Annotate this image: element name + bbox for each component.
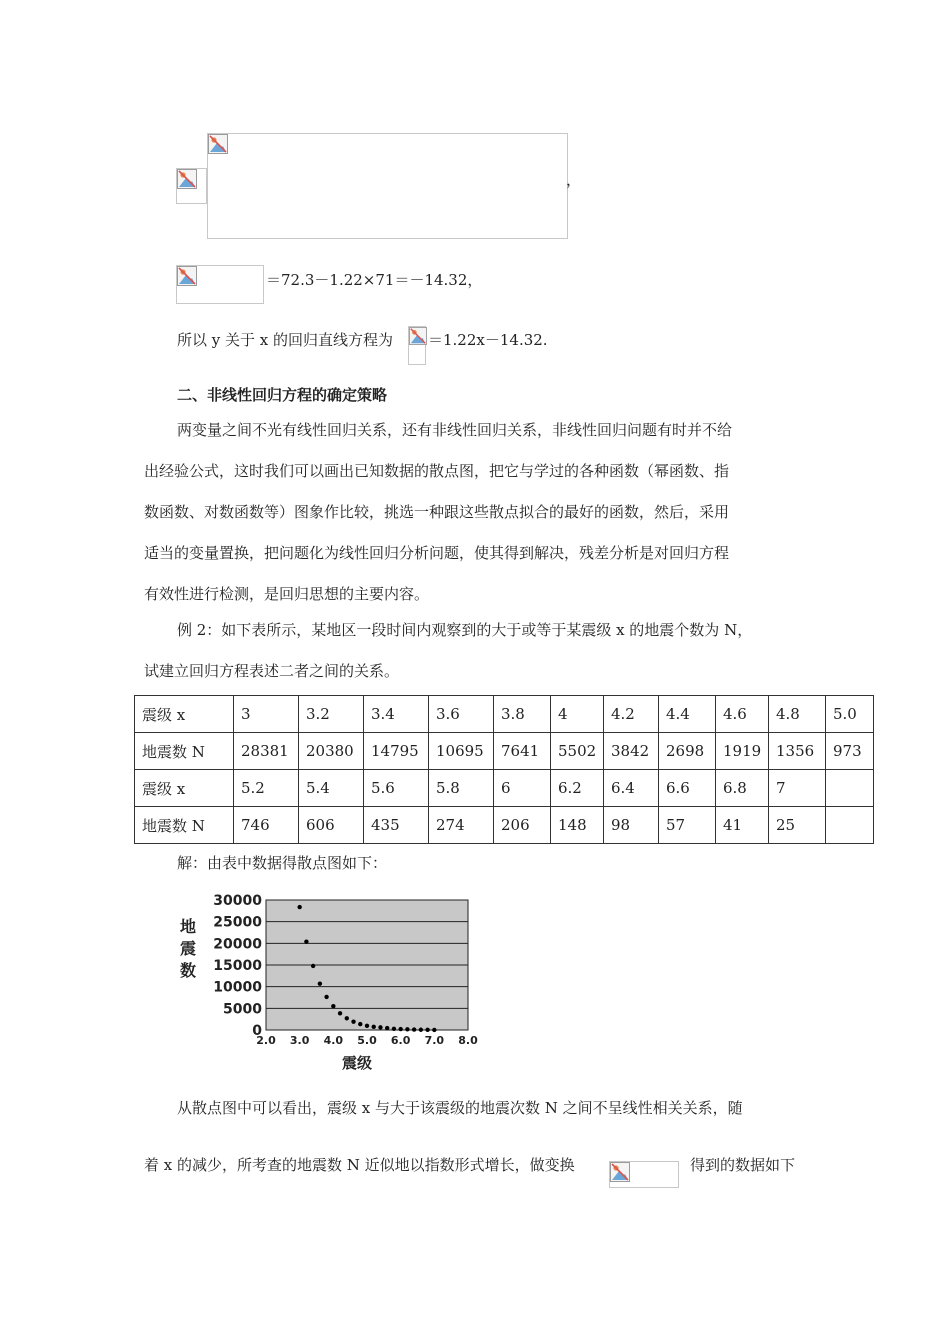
table-row-header-cell: 地震数 N: [135, 733, 234, 770]
table-cell: 7641: [494, 733, 551, 770]
table-cell: 606: [299, 807, 364, 844]
data-point: [324, 995, 328, 999]
data-point: [304, 939, 308, 943]
conclusion-line-3: 得到的数据如下: [690, 1156, 796, 1174]
x-tick-label: 4.0: [323, 1034, 344, 1047]
data-point: [331, 1004, 335, 1008]
x-tick-label: 8.0: [458, 1034, 478, 1047]
table-cell: 5.8: [429, 770, 494, 807]
data-point: [318, 981, 322, 985]
table-cell: 973: [826, 733, 874, 770]
table-cell: 57: [659, 807, 716, 844]
data-point: [358, 1022, 362, 1026]
table-cell: 1919: [716, 733, 769, 770]
table-cell: 5.6: [364, 770, 429, 807]
scatter-chart: [170, 886, 480, 1076]
table-cell: 6: [494, 770, 551, 807]
y-tick-label: 30000: [213, 893, 262, 909]
table-cell: 1356: [769, 733, 826, 770]
x-tick-label: 2.0: [256, 1034, 276, 1047]
broken-image-icon: [177, 169, 197, 189]
table-row-header-cell: 地震数 N: [135, 807, 234, 844]
table-cell: 2698: [659, 733, 716, 770]
x-axis-label: 震级: [341, 1054, 373, 1072]
scatter-chart-svg: [170, 886, 480, 1076]
y-tick-label: 25000: [213, 914, 262, 931]
table-cell: 4.6: [716, 696, 769, 733]
table-cell: 4.8: [769, 696, 826, 733]
data-point: [372, 1025, 376, 1029]
data-point: [385, 1026, 389, 1030]
conclusion-line-2: 着 x 的减少，所考查的地震数 N 近似地以指数形式增长，做变换: [144, 1156, 575, 1174]
table-row-header-cell: 震级 x: [135, 770, 234, 807]
data-point: [378, 1025, 382, 1029]
table-cell: 14795: [364, 733, 429, 770]
table-cell: 435: [364, 807, 429, 844]
table-cell: 3.4: [364, 696, 429, 733]
x-tick-label: 5.0: [357, 1034, 377, 1047]
data-point: [311, 964, 315, 968]
table-cell: 28381: [234, 733, 299, 770]
table-row: [135, 770, 874, 807]
conclusion-line-1: 从散点图中可以看出，震级 x 与大于该震级的地震次数 N 之间不呈线性相关关系，随: [177, 1099, 743, 1117]
table-cell: 6.4: [604, 770, 659, 807]
table-cell: 4: [551, 696, 604, 733]
table-cell: 7: [769, 770, 826, 807]
regression-line-suffix: ＝1.22x－14.32.: [428, 331, 548, 349]
y-tick-label: 5000: [223, 1001, 262, 1018]
table-cell: 3.6: [429, 696, 494, 733]
table-row: [135, 696, 874, 733]
table-cell: 3: [234, 696, 299, 733]
section-heading: 二、非线性回归方程的确定策略: [177, 386, 388, 404]
intercept-equation: ＝72.3－1.22×71＝－14.32，: [266, 271, 483, 289]
table-row-header-cell: 震级 x: [135, 696, 234, 733]
table-row: [135, 807, 874, 844]
table-cell: 6.2: [551, 770, 604, 807]
formula-trailing-comma: ，: [566, 171, 582, 189]
table-cell: 3842: [604, 733, 659, 770]
paragraph-line-1: 两变量之间不光有线性回归关系，还有非线性回归关系，非线性回归问题有时并不给: [177, 421, 733, 439]
formula-image-left: [176, 168, 207, 204]
y-axis-label-char: 震: [179, 939, 197, 958]
data-point: [345, 1016, 349, 1020]
table-cell: 20380: [299, 733, 364, 770]
x-tick-label: 3.0: [289, 1034, 310, 1047]
table-cell: 4.2: [604, 696, 659, 733]
broken-image-icon: [177, 266, 197, 286]
table-cell: 5502: [551, 733, 604, 770]
transform-formula-image: [609, 1161, 679, 1188]
table-cell: 25: [769, 807, 826, 844]
formula-image-main: [207, 133, 568, 239]
data-point: [412, 1027, 416, 1031]
example-line-2: 试建立回归方程表述二者之间的关系。: [144, 662, 400, 680]
table-cell: 41: [716, 807, 769, 844]
paragraph-line-2: 出经验公式，这时我们可以画出已知数据的散点图，把它与学过的各种函数（幂函数、指: [144, 462, 730, 480]
table-cell: [826, 770, 874, 807]
data-point: [351, 1019, 355, 1023]
table-cell: 98: [604, 807, 659, 844]
y-axis-label-char: 数: [179, 961, 197, 980]
table-cell: 6.8: [716, 770, 769, 807]
table-cell: 3.2: [299, 696, 364, 733]
table-cell: 206: [494, 807, 551, 844]
table-cell: 10695: [429, 733, 494, 770]
data-point: [365, 1024, 369, 1028]
example-line-1: 例 2：如下表所示，某地区一段时间内观察到的大于或等于某震级 x 的地震个数为 N，: [177, 621, 753, 639]
table-cell: [826, 807, 874, 844]
table-cell: 746: [234, 807, 299, 844]
x-tick-label: 6.0: [390, 1034, 411, 1047]
data-point: [392, 1027, 396, 1031]
x-tick-label: 7.0: [424, 1034, 445, 1047]
data-point: [338, 1011, 342, 1015]
data-point: [419, 1028, 423, 1032]
table-cell: 5.0: [826, 696, 874, 733]
data-point: [297, 905, 301, 909]
table-cell: 148: [551, 807, 604, 844]
data-point: [405, 1027, 409, 1031]
broken-image-icon: [409, 327, 427, 345]
data-point: [425, 1028, 429, 1032]
regression-line-prefix: 所以 y 关于 x 的回归直线方程为: [177, 331, 394, 349]
table-cell: 274: [429, 807, 494, 844]
data-point: [398, 1027, 402, 1031]
y-axis-label-char: 地: [179, 917, 197, 936]
y-hat-symbol-image: [408, 326, 426, 365]
paragraph-line-4: 适当的变量置换，把问题化为线性回归分析问题，使其得到解决，残差分析是对回归方程: [144, 544, 730, 562]
earthquake-data-table: [134, 695, 874, 844]
table-cell: 3.8: [494, 696, 551, 733]
paragraph-line-5: 有效性进行检测，是回归思想的主要内容。: [144, 585, 430, 603]
y-tick-label: 0: [252, 1023, 262, 1039]
intercept-symbol-image: [176, 265, 264, 304]
table-cell: 5.4: [299, 770, 364, 807]
y-tick-label: 10000: [213, 979, 262, 996]
y-tick-label: 20000: [213, 936, 262, 953]
broken-image-icon: [208, 134, 228, 154]
broken-image-icon: [610, 1162, 630, 1182]
solution-line: 解：由表中数据得散点图如下：: [177, 854, 388, 872]
paragraph-line-3: 数函数、对数函数等）图象作比较，挑选一种跟这些散点拟合的最好的函数，然后，采用: [144, 503, 730, 521]
table-cell: 6.6: [659, 770, 716, 807]
table-cell: 4.4: [659, 696, 716, 733]
y-tick-label: 15000: [213, 958, 262, 974]
table-row: [135, 733, 874, 770]
table-cell: 5.2: [234, 770, 299, 807]
data-point: [432, 1028, 436, 1032]
